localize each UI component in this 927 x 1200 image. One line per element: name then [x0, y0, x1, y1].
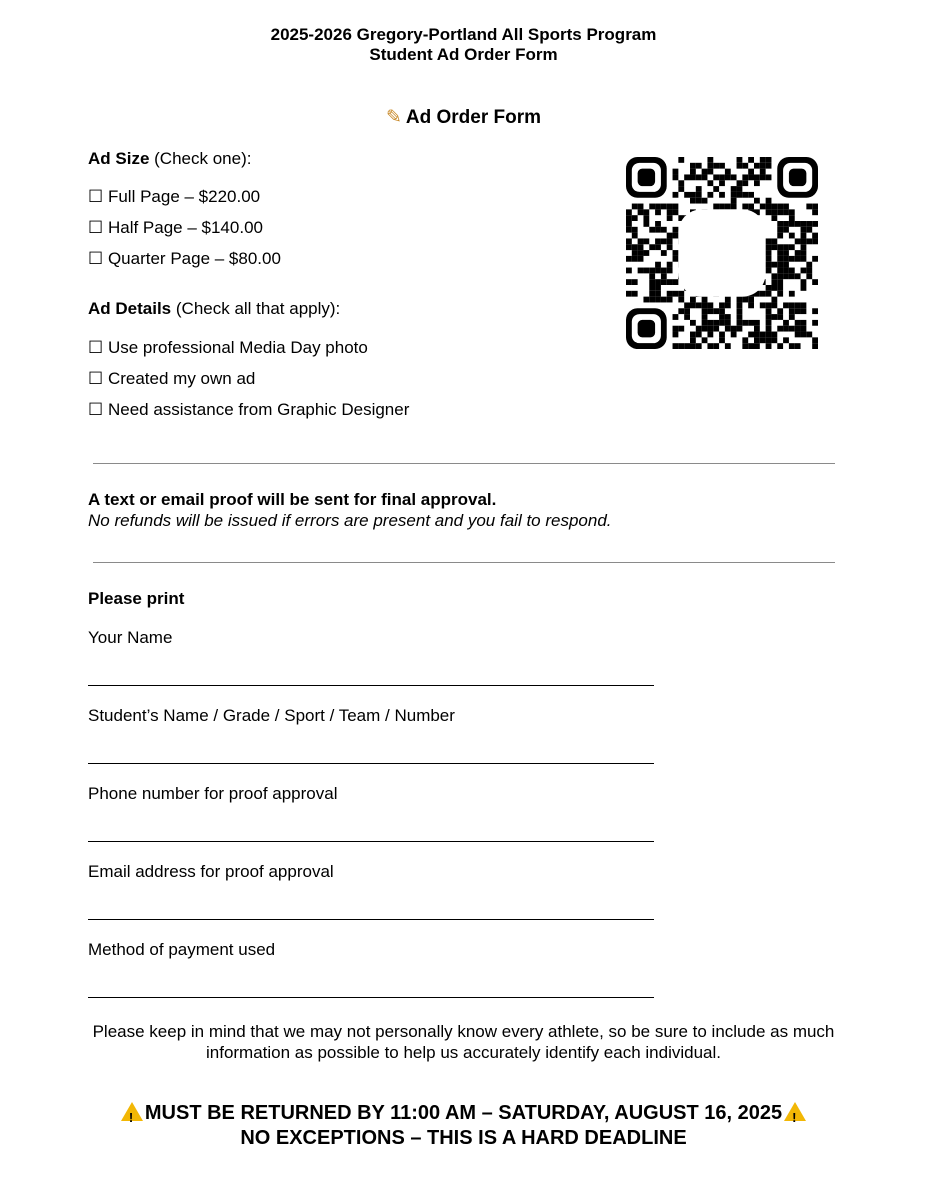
qr-center-logo-area [678, 209, 765, 296]
divider-bottom [93, 562, 835, 563]
form-header-subtitle: Student Ad Order Form [369, 45, 558, 64]
deadline-text: MUST BE RETURNED BY 11:00 AM – SATURDAY, AUGUST 16, 2025 [144, 1102, 783, 1124]
ad-size-hint: (Check one): [154, 149, 252, 168]
memo-icon: ✎ [385, 107, 402, 128]
ad-size-label [88, 149, 251, 169]
ad-details-option-media-day[interactable]: ☐ Use professional Media Day photo [88, 338, 368, 357]
field-label-student: Student’s Name / Grade / Sport / Team / Number [88, 706, 455, 725]
field-line-your-name[interactable] [88, 685, 654, 686]
ad-size-option-quarter[interactable]: ☐ Quarter Page – $80.00 [88, 249, 281, 268]
qr-finder-top-left [626, 157, 667, 198]
qr-finder-bottom-left [626, 308, 667, 349]
section-title-text: Ad Order Form [405, 107, 542, 128]
field-line-phone[interactable] [88, 841, 654, 842]
field-label-your-name: Your Name [88, 628, 173, 647]
divider-top [93, 463, 835, 464]
ad-details-option-own-ad[interactable]: ☐ Created my own ad [88, 369, 256, 388]
qr-finder-top-right [777, 157, 818, 198]
field-line-email[interactable] [88, 919, 654, 920]
ad-size-label-strong: Ad Size [88, 149, 150, 168]
warning-icon [121, 1102, 143, 1121]
field-label-payment: Method of payment used [88, 940, 276, 959]
field-line-student[interactable] [88, 763, 654, 764]
field-label-email: Email address for proof approval [88, 862, 334, 881]
ad-size-option-full[interactable]: ☐ Full Page – $220.00 [88, 187, 261, 206]
form-header-title: 2025-2026 Gregory-Portland All Sports Program [270, 25, 657, 44]
deadline-line-2: NO EXCEPTIONS – THIS IS A HARD DEADLINE [240, 1127, 687, 1149]
ad-details-label [88, 299, 340, 319]
print-heading: Please print [88, 589, 185, 608]
section-title [0, 106, 927, 129]
ad-details-hint: (Check all that apply): [175, 299, 341, 318]
ad-size-option-half[interactable]: ☐ Half Page – $140.00 [88, 218, 263, 237]
reminder-paragraph: Please keep in mind that we may not personally know every athlete, so be sure to include as much information as possible to help us accurately identify each individual. [92, 1022, 835, 1062]
proof-note: A text or email proof will be sent for final approval. [88, 490, 497, 509]
deadline-line-1 [0, 1101, 927, 1126]
qr-code [626, 157, 818, 349]
field-label-phone: Phone number for proof approval [88, 784, 338, 803]
warning-icon [784, 1102, 806, 1121]
ad-details-option-designer[interactable]: ☐ Need assistance from Graphic Designer [88, 400, 410, 419]
field-line-payment[interactable] [88, 997, 654, 998]
refund-note: No refunds will be issued if errors are present and you fail to respond. [88, 511, 612, 530]
ad-details-label-strong: Ad Details [88, 299, 172, 318]
